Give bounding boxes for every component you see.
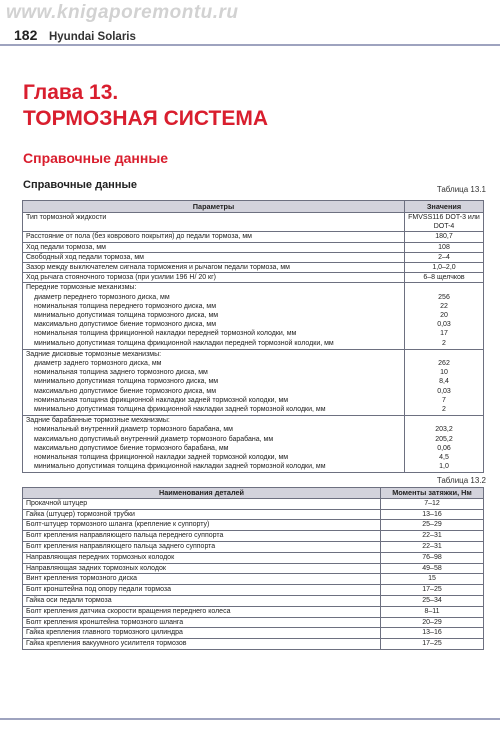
part-cell: Болт крепления направляющего пальца заднего суппорта	[23, 541, 381, 552]
part-cell: Направляющая передних тормозных колодок	[23, 552, 381, 563]
part-cell: Болт кронштейна под опору педали тормоза	[23, 585, 381, 596]
group-title: Передние тормозные механизмы:	[26, 284, 137, 292]
group-item-label: диаметр заднего тормозного диска, мм	[34, 360, 162, 368]
group-title-spacer	[408, 350, 480, 359]
group-item-value: 20	[440, 312, 448, 320]
torque-cell: 20–29	[381, 617, 484, 628]
group-item-value: 205,2	[435, 435, 453, 443]
book-title: Hyundai Solaris	[48, 31, 136, 43]
section-title: Справочные данные	[23, 150, 169, 166]
footer-divider	[0, 718, 500, 720]
table-row	[23, 552, 484, 563]
table-row	[23, 563, 484, 574]
group-item-label: минимально допустимая толщина фрикционной накладки передней тормозной колодки, мм	[34, 339, 334, 347]
part-cell: Гайка крепления главного тормозного цилиндра	[23, 628, 381, 639]
part-cell: Болт крепления кронштейна тормозного шланга	[23, 617, 381, 628]
table-row	[23, 606, 484, 617]
table-row	[23, 263, 484, 273]
group-title: Задние дисковые тормозные механизмы:	[26, 350, 162, 358]
group-item-label: номинальная толщина фрикционной накладки задней тормозной колодки, мм	[34, 396, 289, 404]
group-item-value: 262	[438, 360, 450, 368]
param-cell: Зазор между выключателем сигнала торможения и рычагом педали тормоза, мм	[23, 263, 405, 273]
torque-cell: 49–58	[381, 563, 484, 574]
value-cell: 6–8 щелчков	[405, 273, 484, 283]
group-param-cell	[23, 416, 405, 473]
group-item-value: 256	[438, 293, 450, 301]
group-item-value: 17	[440, 330, 448, 338]
group-item-label: номинальная толщина фрикционной накладки передней тормозной колодки, мм	[34, 330, 297, 338]
table-row	[23, 498, 484, 509]
table-row	[23, 617, 484, 628]
page-header	[14, 27, 136, 43]
group-item-value: 22	[440, 302, 448, 310]
table-row	[23, 242, 484, 252]
chapter-title: ТОРМОЗНАЯ СИСТЕМА	[23, 107, 269, 130]
group-title-spacer	[408, 416, 480, 425]
group-item-label: номинальная толщина заднего тормозного диска, мм	[34, 369, 208, 377]
group-item-value: 7	[442, 396, 446, 404]
torque-cell: 22–31	[381, 531, 484, 542]
group-item-value: 2	[442, 406, 446, 414]
part-cell: Болт крепления датчика скорости вращения переднего колеса	[23, 606, 381, 617]
group-item-label: минимально допустимая толщина фрикционной накладки задней тормозной колодки, мм	[34, 406, 326, 414]
table-row	[23, 585, 484, 596]
table-row	[23, 628, 484, 639]
param-cell: Ход педали тормоза, мм	[23, 242, 405, 252]
table-row	[23, 273, 484, 283]
torque-cell: 8–11	[381, 606, 484, 617]
group-item-label: минимально допустимая толщина фрикционной накладки задней тормозной колодки, мм	[34, 463, 326, 471]
table2-header-torque: Моменты затяжки, Нм	[381, 488, 484, 499]
group-param-cell	[23, 349, 405, 415]
watermark: www.knigaporemontu.ru	[6, 2, 239, 23]
table-group-row	[23, 349, 484, 415]
table-row	[23, 213, 484, 232]
torque-table	[22, 487, 484, 650]
table1-caption: Таблица 13.1	[436, 185, 486, 194]
group-item-label: минимально допустимая толщина тормозного диска, мм	[34, 312, 219, 320]
page-number: 182	[14, 27, 38, 43]
group-value-cell	[405, 416, 484, 473]
group-value-cell	[405, 283, 484, 349]
param-cell: Тип тормозной жидкости	[23, 213, 405, 232]
part-cell: Винт крепления тормозного диска	[23, 574, 381, 585]
header-divider	[0, 44, 500, 46]
table-row	[23, 252, 484, 262]
group-item-label: максимально допустимое биение тормозного диска, мм	[34, 387, 217, 395]
part-cell: Направляющая задних тормозных колодок	[23, 563, 381, 574]
group-item-label: номинальная толщина фрикционной накладки задней тормозной колодки, мм	[34, 454, 289, 462]
part-cell: Болт крепления направляющего пальца переднего суппорта	[23, 531, 381, 542]
group-param-cell	[23, 283, 405, 349]
table-row	[23, 574, 484, 585]
group-item-label: максимально допустимый внутренний диаметр тормозного барабана, мм	[34, 435, 274, 443]
chapter-number: Глава 13.	[23, 81, 119, 104]
value-cell: 2–4	[405, 252, 484, 262]
param-cell: Свободный ход педали тормоза, мм	[23, 252, 405, 262]
part-cell: Болт-штуцер тормозного шланга (крепление к суппорту)	[23, 520, 381, 531]
group-title: Задние барабанные тормозные механизмы:	[26, 417, 170, 425]
table-row	[23, 531, 484, 542]
group-item-value: 0,06	[437, 444, 451, 452]
group-value-cell	[405, 349, 484, 415]
torque-cell: 25–34	[381, 595, 484, 606]
group-item-value: 203,2	[435, 426, 453, 434]
param-cell: Ход рычага стояночного тормоза (при усилии 196 Н/ 20 кг)	[23, 273, 405, 283]
group-item-label: максимально допустимое биение тормозного барабана, мм	[34, 444, 229, 452]
torque-cell: 13–16	[381, 509, 484, 520]
group-item-label: диаметр переднего тормозного диска, мм	[34, 293, 170, 301]
table-row	[23, 639, 484, 650]
chapter-heading	[23, 80, 268, 132]
torque-cell: 7–12	[381, 498, 484, 509]
table-row	[23, 595, 484, 606]
group-item-label: номинальный внутренний диаметр тормозного барабана, мм	[34, 426, 233, 434]
group-item-value: 2	[442, 339, 446, 347]
table-group-row	[23, 416, 484, 473]
group-title-spacer	[408, 283, 480, 292]
torque-cell: 25–29	[381, 520, 484, 531]
table2-header-part: Наименования деталей	[23, 488, 381, 499]
part-cell: Гайка оси педали тормоза	[23, 595, 381, 606]
table2-caption: Таблица 13.2	[436, 476, 486, 485]
table-row	[23, 541, 484, 552]
table-group-row	[23, 283, 484, 349]
table1-header-value: Значения	[405, 201, 484, 213]
torque-cell: 15	[381, 574, 484, 585]
group-item-label: номинальная толщина переднего тормозного диска, мм	[34, 302, 217, 310]
table1-header-param: Параметры	[23, 201, 405, 213]
part-cell: Гайка (штуцер) тормозной трубки	[23, 509, 381, 520]
group-item-value: 0,03	[437, 321, 451, 329]
value-cell: 108	[405, 242, 484, 252]
group-item-value: 1,0	[439, 463, 449, 471]
torque-cell: 17–25	[381, 585, 484, 596]
group-item-label: минимально допустимая толщина тормозного диска, мм	[34, 378, 219, 386]
table-row	[23, 509, 484, 520]
group-item-value: 0,03	[437, 387, 451, 395]
group-item-value: 10	[440, 369, 448, 377]
value-cell: FMVSS116 DOT-3 или DOT-4	[405, 213, 484, 232]
value-cell: 180,7	[405, 232, 484, 242]
specs-table	[22, 200, 484, 473]
table-row	[23, 232, 484, 242]
group-item-value: 8,4	[439, 378, 449, 386]
subsection-title: Справочные данные	[23, 179, 137, 191]
param-cell: Расстояние от пола (без коврового покрытия) до педали тормоза, мм	[23, 232, 405, 242]
group-item-label: максимально допустимое биение тормозного диска, мм	[34, 321, 217, 329]
value-cell: 1,0–2,0	[405, 263, 484, 273]
torque-cell: 17–25	[381, 639, 484, 650]
group-item-value: 4,5	[439, 454, 449, 462]
table-row	[23, 520, 484, 531]
part-cell: Гайка крепления вакуумного усилителя тормозов	[23, 639, 381, 650]
torque-cell: 22–31	[381, 541, 484, 552]
torque-cell: 13–16	[381, 628, 484, 639]
torque-cell: 76–98	[381, 552, 484, 563]
part-cell: Прокачной штуцер	[23, 498, 381, 509]
